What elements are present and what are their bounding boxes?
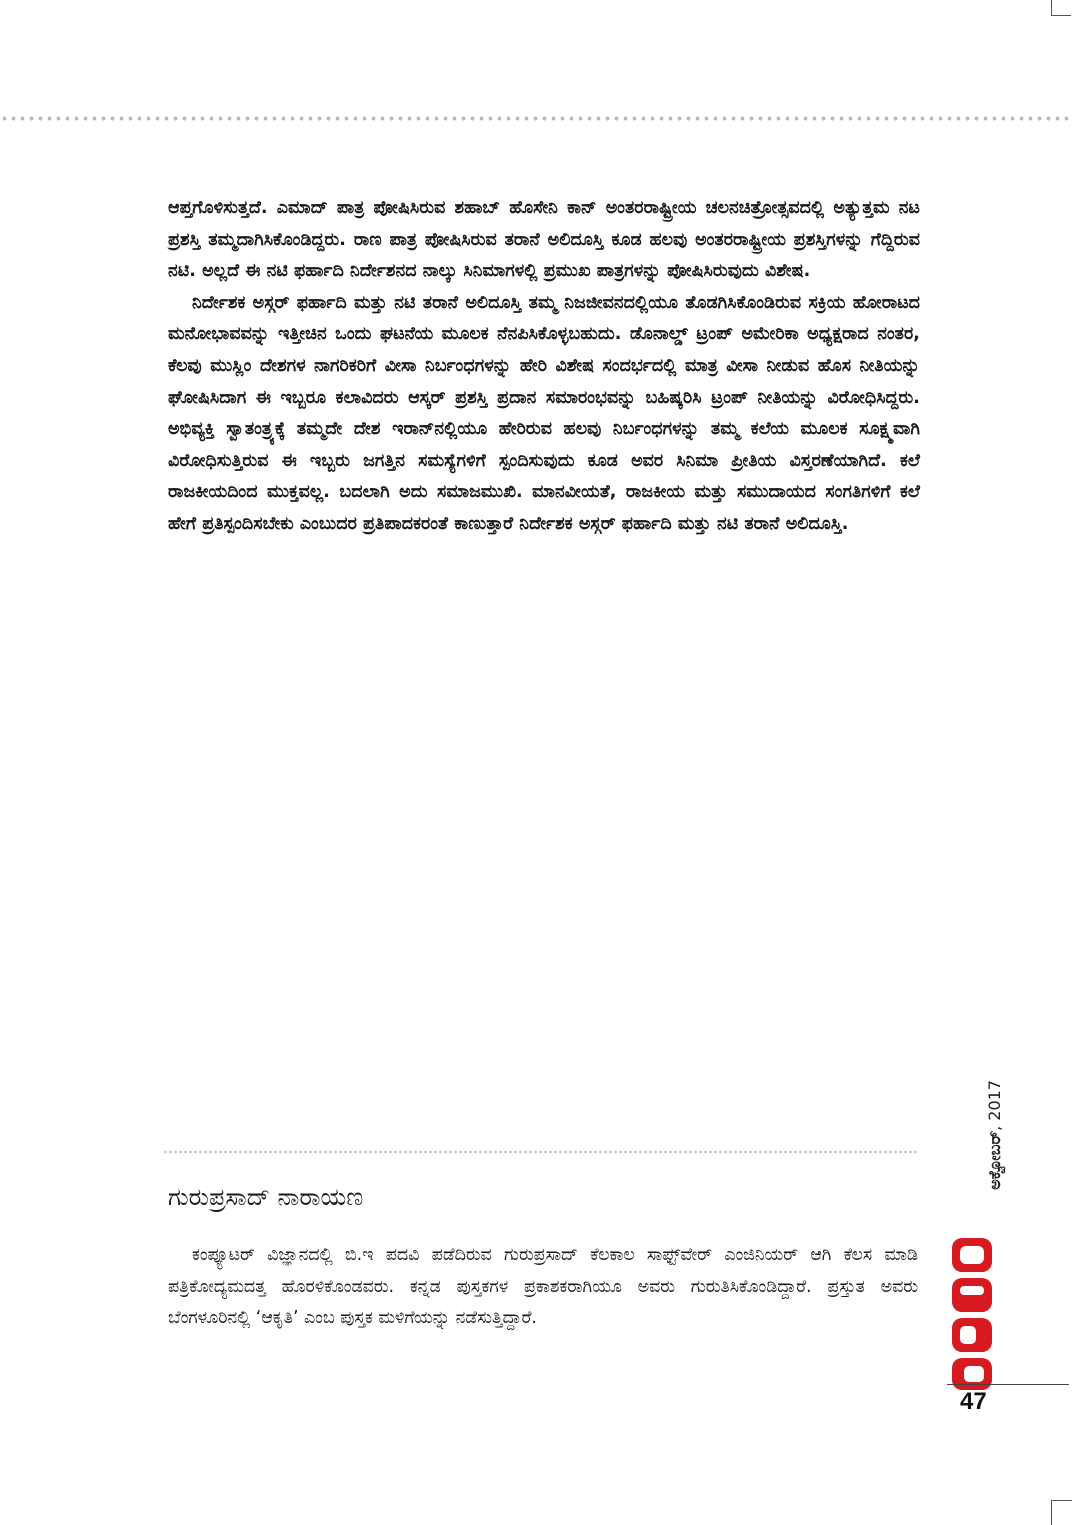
page-number: 47 (960, 1388, 987, 1415)
dotted-divider-top (0, 116, 1072, 121)
mayura-logo-icon (952, 1238, 992, 1390)
article-body (168, 193, 920, 541)
article-paragraph-1: ಆಪ್ತಗೊಳಿಸುತ್ತದೆ. ಎಮಾದ್ ಪಾತ್ರ ಪೋಷಿಸಿರುವ ಶಹಾಬ್ ಹೊಸೇನಿ ಕಾನ್ ಅಂತರರಾಷ್ಟ್ರೀಯ ಚಲನಚಿತ್ರೋತ್ಸವದಲ್ಲಿ ಅತ್ಯುತ್ತಮ ನಟ ಪ್ರಶಸ್ತಿ ತಮ್ಮದಾಗಿಸಿಕೊಂಡಿದ್ದರು. ರಾಣ ಪಾತ್ರ ಪೋಷಿಸಿರುವ ತರಾನೆ ಅಲಿದೂಸ್ತಿ ಕೂಡ ಹಲವು ಅಂತರರಾಷ್ಟ್ರೀಯ ಪ್ರಶಸ್ತಿಗಳನ್ನು ಗೆದ್ದಿರುವ ನಟಿ. ಅಲ್ಲದೆ ಈ ನಟಿ ಫರ್ಹಾದಿ ನಿರ್ದೇಶನದ ನಾಲ್ಕು ಸಿನಿಮಾಗಳಲ್ಲಿ ಪ್ರಮುಖ ಪಾತ್ರಗಳನ್ನು ಪೋಷಿಸಿರುವುದು ವಿಶೇಷ. (168, 198, 920, 282)
crop-mark-top (1051, 0, 1071, 16)
issue-month: ಅಕ್ಟೋಬರ್ (985, 1130, 1004, 1190)
issue-date (985, 1080, 1005, 1190)
author-name: ಗುರುಪ್ರಸಾದ್ ನಾರಾಯಣ (168, 1183, 364, 1211)
magazine-logo (950, 1234, 994, 1394)
dotted-divider-author (163, 1150, 919, 1154)
author-bio: ಕಂಪ್ಯೂಟರ್ ವಿಜ್ಞಾನದಲ್ಲಿ ಬಿ.ಇ ಪದವಿ ಪಡೆದಿರುವ ಗುರುಪ್ರಸಾದ್ ಕೆಲಕಾಲ ಸಾಫ್ಟ್‌ವೇರ್ ಎಂಜಿನಿಯರ್ ಆಗಿ ಕೆಲಸ ಮಾಡಿ ಪತ್ರಿಕೋದ್ಯಮದತ್ತ ಹೊರಳಿಕೊಂಡವರು. ಕನ್ನಡ ಪುಸ್ತಕಗಳ ಪ್ರಕಾಶಕರಾಗಿಯೂ ಅವರು ಗುರುತಿಸಿಕೊಂಡಿದ್ದಾರೆ. ಪ್ರಸ್ತುತ ಅವರು ಬೆಂಗಳೂರಿನಲ್ಲಿ ‘ಆಕೃತಿ’ ಎಂಬ ಪುಸ್ತಕ ಮಳಿಗೆಯನ್ನು ನಡೆಸುತ್ತಿದ್ದಾರೆ. (168, 1245, 918, 1329)
issue-year: , 2017 (985, 1080, 1004, 1131)
page-number-rule (947, 1384, 1069, 1385)
crop-mark-bottom (1051, 1500, 1072, 1525)
article-paragraph-2: ನಿರ್ದೇಶಕ ಅಸ್ಗರ್ ಫರ್ಹಾದಿ ಮತ್ತು ನಟಿ ತರಾನೆ ಅಲಿದೂಸ್ತಿ ತಮ್ಮ ನಿಜಜೀವನದಲ್ಲಿಯೂ ತೊಡಗಿಸಿಕೊಂಡಿರುವ ಸಕ್ರಿಯ ಹೋರಾಟದ ಮನೋಭಾವವನ್ನು ಇತ್ತೀಚಿನ ಒಂದು ಘಟನೆಯ ಮೂಲಕ ನೆನಪಿಸಿಕೊಳ್ಳಬಹುದು. ಡೊನಾಲ್ಡ್ ಟ್ರಂಪ್ ಅಮೇರಿಕಾ ಅಧ್ಯಕ್ಷರಾದ ನಂತರ, ಕೆಲವು ಮುಸ್ಲಿಂ ದೇಶಗಳ ನಾಗರಿಕರಿಗೆ ವೀಸಾ ನಿರ್ಬಂಧಗಳನ್ನು ಹೇರಿ ವಿಶೇಷ ಸಂದರ್ಭದಲ್ಲಿ ಮಾತ್ರ ವೀಸಾ ನೀಡುವ ಹೊಸ ನೀತಿಯನ್ನು ಘೋಷಿಸಿದಾಗ ಈ ಇಬ್ಬರೂ ಕಲಾವಿದರು ಆಸ್ಕರ್ ಪ್ರಶಸ್ತಿ ಪ್ರದಾನ ಸಮಾರಂಭವನ್ನು ಬಹಿಷ್ಕರಿಸಿ ಟ್ರಂಪ್ ನೀತಿಯನ್ನು ವಿರೋಧಿಸಿದ್ದರು. ಅಭಿವ್ಯಕ್ತಿ ಸ್ವಾತಂತ್ರ್ಯಕ್ಕೆ ತಮ್ಮದೇ ದೇಶ ಇರಾನ್‌ನಲ್ಲಿಯೂ ಹೇರಿರುವ ಹಲವು ನಿರ್ಬಂಧಗಳನ್ನು ತಮ್ಮ ಕಲೆಯ ಮೂಲಕ ಸೂಕ್ಷ್ಮವಾಗಿ ವಿರೋಧಿಸುತ್ತಿರುವ ಈ ಇಬ್ಬರು ಜಗತ್ತಿನ ಸಮಸ್ಯೆಗಳಿಗೆ ಸ್ಪಂದಿಸುವುದು ಕೂಡ ಅವರ ಸಿನಿಮಾ ಪ್ರೀತಿಯ ವಿಸ್ತರಣೆಯಾಗಿದೆ. ಕಲೆ ರಾಜಕೀಯದಿಂದ ಮುಕ್ತವಲ್ಲ. ಬದಲಾಗಿ ಅದು ಸಮಾಜಮುಖಿ. ಮಾನವೀಯತೆ, ರಾಜಕೀಯ ಮತ್ತು ಸಮುದಾಯದ ಸಂಗತಿಗಳಿಗೆ ಕಲೆ ಹೇಗೆ ಪ್ರತಿಸ್ಪಂದಿಸಬೇಕು ಎಂಬುದರ ಪ್ರತಿಪಾದಕರಂತೆ ಕಾಣುತ್ತಾರೆ ನಿರ್ದೇಶಕ ಅಸ್ಗರ್ ಫರ್ಹಾದಿ ಮತ್ತು ನಟಿ ತರಾನೆ ಅಲಿದೂಸ್ತಿ. (168, 292, 920, 534)
